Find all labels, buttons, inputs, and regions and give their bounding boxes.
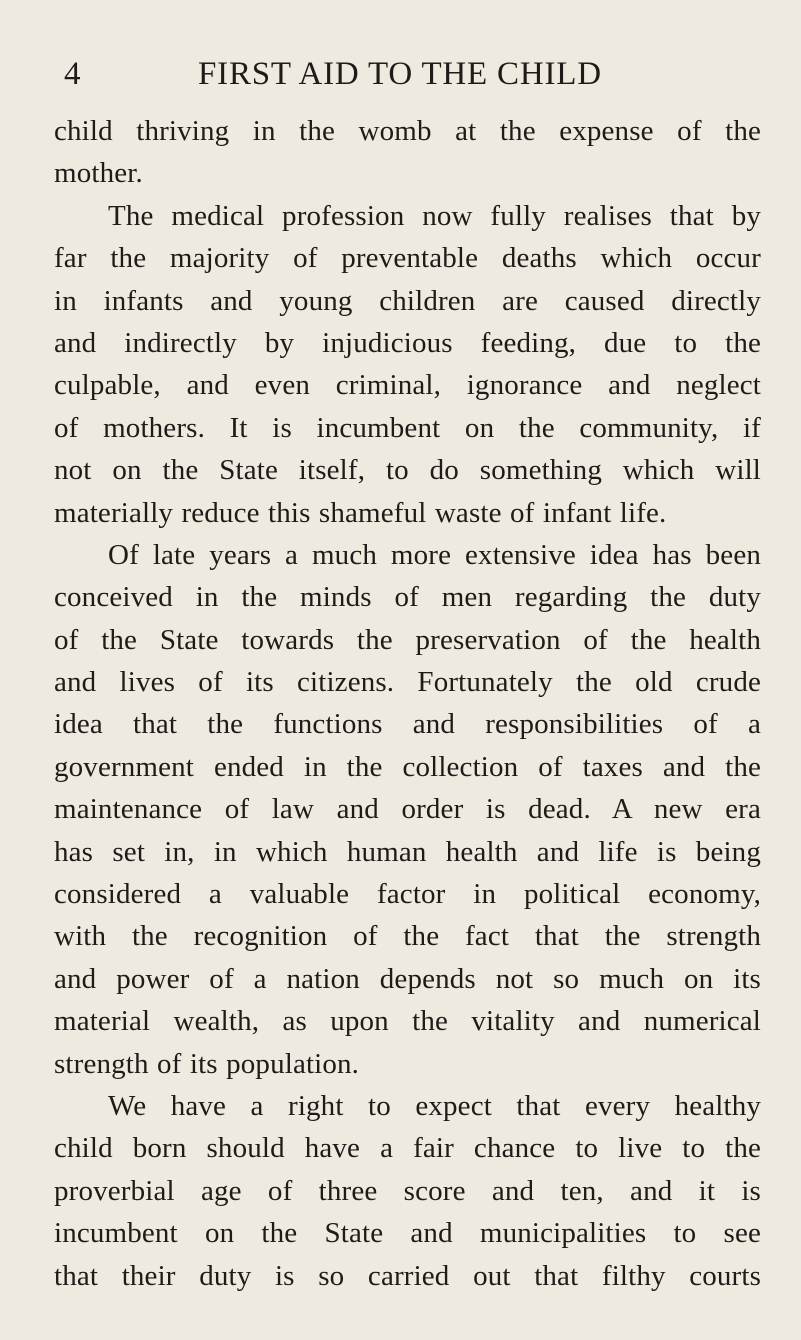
page-number: 4 [64, 56, 82, 92]
text-line: conceived in the minds of men regarding the duty [54, 581, 761, 614]
text-line: Of late years a much more extensive idea has been [108, 538, 761, 571]
text-line: child born should have a fair chance to live to the [54, 1132, 761, 1165]
text-line: maintenance of law and order is dead. A new era [54, 793, 761, 826]
text-line: materially reduce this shameful waste of infant life. [54, 496, 667, 529]
running-title: FIRST AID TO THE CHILD [198, 56, 602, 92]
text-line: The medical profession now fully realises that by [108, 199, 761, 232]
text-line: and indirectly by injudicious feeding, due to the [54, 326, 761, 359]
text-line: mother. [54, 157, 143, 190]
text-line: government ended in the collection of taxes and the [54, 750, 761, 783]
running-header [54, 58, 761, 110]
text-line: in infants and young children are caused directly [54, 284, 761, 317]
text-line: incumbent on the State and municipalities to see [54, 1217, 761, 1250]
text-line: of the State towards the preservation of the health [54, 623, 761, 656]
text-line: far the majority of preventable deaths which occur [54, 242, 761, 275]
text-line: of mothers. It is incumbent on the community, if [54, 411, 761, 444]
text-line: and lives of its citizens. Fortunately the old crude [54, 666, 761, 699]
text-line: that their duty is so carried out that filthy courts [54, 1259, 761, 1292]
body-text [54, 110, 761, 1297]
text-line: has set in, in which human health and life is being [54, 835, 761, 868]
text-line: material wealth, as upon the vitality and numerical [54, 1005, 761, 1038]
text-line: and power of a nation depends not so much on its [54, 962, 761, 995]
text-line: with the recognition of the fact that the strength [54, 920, 761, 953]
text-line: We have a right to expect that every healthy [108, 1089, 761, 1122]
text-line: child thriving in the womb at the expense of the [54, 115, 761, 147]
text-line: not on the State itself, to do something which will [54, 454, 761, 487]
text-line: idea that the functions and responsibilities of a [54, 708, 761, 741]
text-line: considered a valuable factor in political economy, [54, 878, 761, 911]
text-line: strength of its population. [54, 1047, 360, 1080]
text-line: proverbial age of three score and ten, and it is [54, 1174, 761, 1207]
text-line: culpable, and even criminal, ignorance and neglect [54, 369, 761, 402]
